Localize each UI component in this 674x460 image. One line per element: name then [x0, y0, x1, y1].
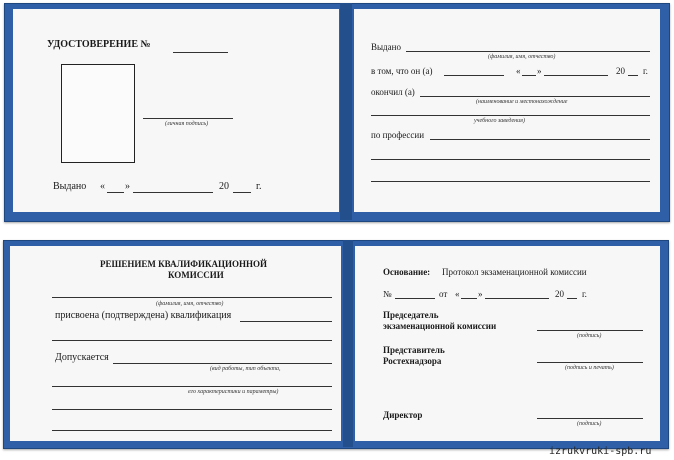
signature-line [143, 118, 233, 119]
top-right-page [354, 9, 660, 212]
chairman-line1: Председатель [383, 310, 439, 320]
director-signature-caption: (подпись) [577, 421, 602, 427]
bottom-booklet-spine [343, 240, 353, 447]
qualification-line-2 [52, 340, 332, 341]
issued-month-line [133, 192, 213, 193]
year-suffix: г. [643, 66, 648, 76]
work-caption: (вид работы, тип объекта, [210, 366, 281, 372]
protocol-year-line [567, 298, 577, 299]
certificate-number-line [173, 52, 228, 53]
qualification-line [240, 321, 332, 322]
year-prefix: 20 [616, 66, 625, 76]
issued-year-suffix: г. [256, 181, 262, 192]
date-open: « [516, 66, 521, 76]
work-caption-2: его характеристики и параметры) [188, 389, 279, 395]
protocol-day-line [461, 298, 477, 299]
issued-year-prefix: 20 [219, 181, 229, 192]
issued-year-line [233, 192, 251, 193]
protocol-from-label: от [439, 289, 448, 299]
rep-line2: Ростехнадзора [383, 356, 442, 366]
day-line [522, 75, 536, 76]
issued-date-open: « [100, 181, 105, 192]
rep-line1: Представитель [383, 345, 445, 355]
institution-caption: (наименование и местонахождение [476, 99, 568, 105]
right-issued-line [406, 51, 650, 52]
commission-title-line2: КОМИССИИ [168, 270, 224, 280]
top-booklet-spine [340, 3, 352, 220]
protocol-month-line [485, 298, 549, 299]
protocol-date-close: » [478, 289, 483, 299]
commission-title-line1: РЕШЕНИЕМ КВАЛИФИКАЦИОННОЙ [100, 259, 268, 269]
chairman-signature-line [537, 330, 643, 331]
admitted-line-2 [52, 386, 332, 387]
watermark-text: izrukvruki-spb.ru [549, 446, 652, 457]
name-line [52, 297, 332, 298]
profession-line-2 [371, 159, 650, 160]
date-close: » [537, 66, 542, 76]
issued-date-close: » [125, 181, 130, 192]
in-that-label: в том, что он (а) [371, 66, 433, 76]
right-issued-label: Выдано [371, 42, 401, 52]
profession-label: по профессии [371, 130, 425, 140]
admitted-label: Допускается [55, 352, 109, 363]
protocol-number-label: № [383, 289, 392, 299]
profession-line-3 [371, 181, 650, 182]
year-line [628, 75, 638, 76]
issued-day-line [107, 192, 124, 193]
rep-signature-caption: (подпись и печать) [565, 365, 614, 371]
basis-text: Протокол экзаменационной комиссии [442, 267, 587, 277]
month-line [544, 75, 608, 76]
director-label: Директор [383, 410, 423, 420]
certificate-title: УДОСТОВЕРЕНИЕ № [47, 39, 151, 50]
admitted-line-3 [52, 409, 332, 410]
admitted-line-4 [52, 430, 332, 431]
signature-caption: (личная подпись) [165, 121, 209, 127]
profession-line [430, 139, 650, 140]
protocol-date-open: « [455, 289, 460, 299]
in-that-line [444, 75, 504, 76]
qualification-label: присвоена (подтверждена) квалификация [55, 310, 232, 321]
graduated-line [420, 96, 650, 97]
basis-label: Основание: [383, 267, 431, 277]
institution-line [371, 115, 650, 116]
institution-caption-2: учебного заведения) [474, 118, 525, 124]
protocol-number-line [395, 298, 435, 299]
chairman-signature-caption: (подпись) [577, 333, 602, 339]
protocol-year-prefix: 20 [555, 289, 564, 299]
bottom-name-caption: (фамилия, имя, отчество) [156, 301, 224, 307]
chairman-line2: экзаменационной комиссии [383, 321, 497, 331]
rep-signature-line [537, 362, 643, 363]
graduated-label: окончил (а) [371, 87, 415, 97]
protocol-year-suffix: г. [582, 289, 587, 299]
admitted-line [113, 363, 332, 364]
bottom-right-page [355, 246, 660, 441]
issued-label: Выдано [53, 181, 87, 192]
name-caption: (фамилия, имя, отчество) [488, 54, 556, 60]
bottom-left-page [10, 246, 341, 441]
photo-frame [61, 64, 135, 163]
top-left-page [13, 9, 339, 212]
director-signature-line [537, 418, 643, 419]
